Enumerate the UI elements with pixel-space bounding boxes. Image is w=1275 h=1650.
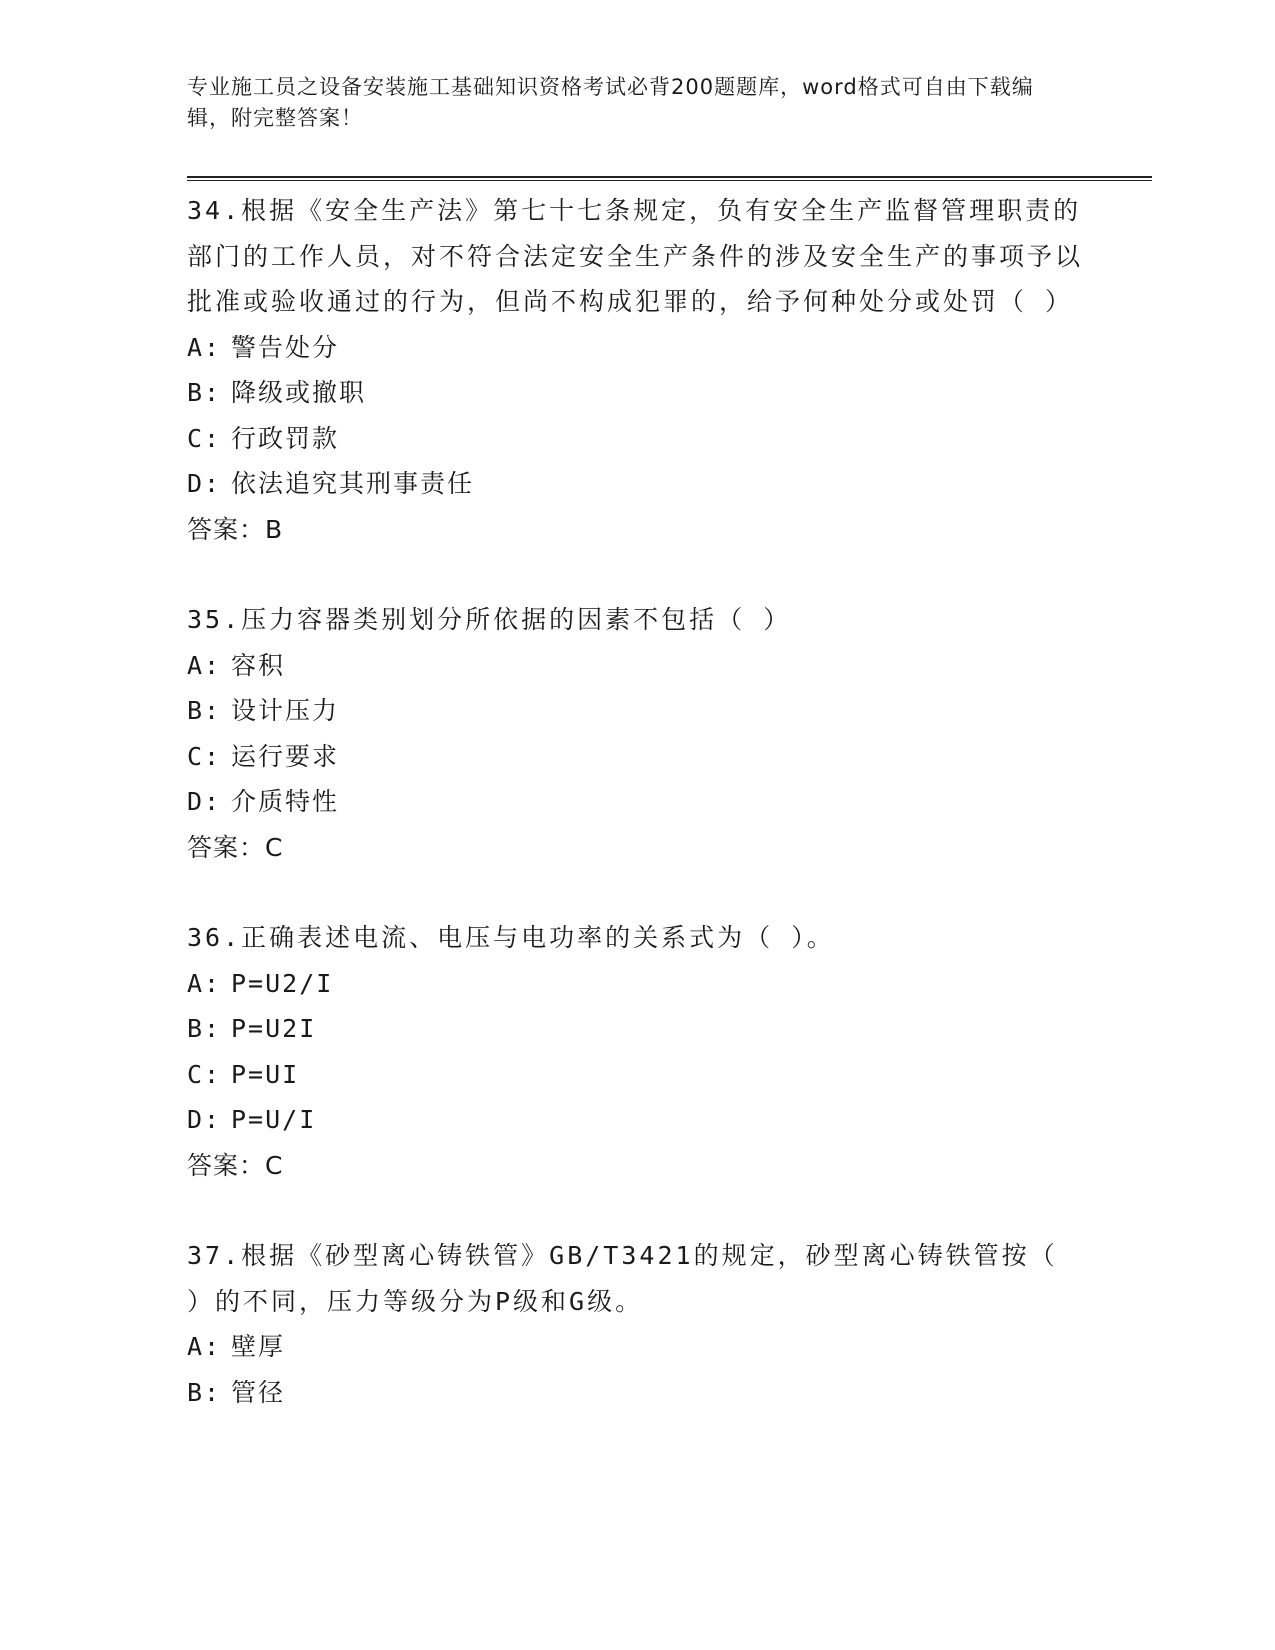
option-a <box>187 961 1087 1007</box>
question-34 <box>187 188 1087 552</box>
option-text: 容积 <box>231 650 286 680</box>
option-letter: D: <box>187 469 222 498</box>
question-stem: 36.正确表述电流、电压与电功率的关系式为（ ）。 <box>187 923 835 952</box>
spacer <box>187 1188 1087 1233</box>
option-text: 降级或撤职 <box>231 378 367 407</box>
document-header: 专业施工员之设备安装施工基础知识资格考试必背200题题库，word格式可自由下载编辑，附完整答案！ <box>187 75 1034 130</box>
option-text: P=U/I <box>231 1105 317 1134</box>
option-a <box>187 1324 1087 1370</box>
option-d <box>187 461 1087 507</box>
answer-line: 答案：C <box>187 1150 284 1180</box>
option-b <box>187 688 1087 734</box>
question-stem: 37.根据《砂型离心铸铁管》GB/T3421的规定，砂型离心铸铁管按（ ）的不同，压力等级分为P级和G级。 <box>187 1241 1058 1316</box>
option-c <box>187 734 1087 780</box>
option-c <box>187 1052 1087 1098</box>
option-letter: C: <box>187 1059 222 1089</box>
option-letter: B: <box>187 696 222 725</box>
option-text: P=UI <box>231 1059 300 1089</box>
option-letter: A: <box>187 1332 222 1361</box>
option-letter: C: <box>187 423 222 453</box>
option-text: P=U2I <box>231 1014 317 1043</box>
question-37 <box>187 1233 1087 1415</box>
option-letter: D: <box>187 1105 222 1134</box>
option-letter: A: <box>187 650 222 680</box>
option-letter: B: <box>187 1014 222 1043</box>
header-divider <box>187 176 1152 181</box>
option-text: 依法追究其刑事责任 <box>231 469 475 498</box>
option-c <box>187 416 1087 462</box>
option-text: 介质特性 <box>231 787 340 816</box>
option-d <box>187 779 1087 825</box>
answer-line: 答案：B <box>187 514 284 544</box>
question-list <box>187 188 1087 1415</box>
option-letter: B: <box>187 1377 222 1407</box>
option-letter: B: <box>187 378 222 407</box>
option-text: 壁厚 <box>231 1332 286 1361</box>
option-letter: A: <box>187 332 222 362</box>
option-text: 运行要求 <box>231 741 340 771</box>
option-b <box>187 370 1087 416</box>
option-text: P=U2/I <box>231 968 334 998</box>
option-letter: A: <box>187 968 222 998</box>
question-stem: 34.根据《安全生产法》第七十七条规定，负有安全生产监督管理职责的部门的工作人员，对不符合法定安全生产条件的涉及安全生产的事项予以批准或验收通过的行为，但尚不构成犯罪的，给予何种处分或处罚（ ） <box>187 196 1084 316</box>
option-text: 设计压力 <box>231 696 340 725</box>
option-b <box>187 1006 1087 1052</box>
question-36 <box>187 915 1087 1188</box>
option-letter: D: <box>187 787 222 816</box>
answer-line: 答案：C <box>187 832 284 862</box>
option-a <box>187 325 1087 371</box>
question-35 <box>187 597 1087 870</box>
option-a <box>187 643 1087 689</box>
option-text: 警告处分 <box>231 332 340 362</box>
option-text: 管径 <box>231 1377 286 1407</box>
option-letter: C: <box>187 741 222 771</box>
spacer <box>187 552 1087 597</box>
spacer <box>187 870 1087 915</box>
question-stem: 35.压力容器类别划分所依据的因素不包括（ ） <box>187 605 792 634</box>
option-b <box>187 1370 1087 1416</box>
option-text: 行政罚款 <box>231 423 340 453</box>
option-d <box>187 1097 1087 1143</box>
